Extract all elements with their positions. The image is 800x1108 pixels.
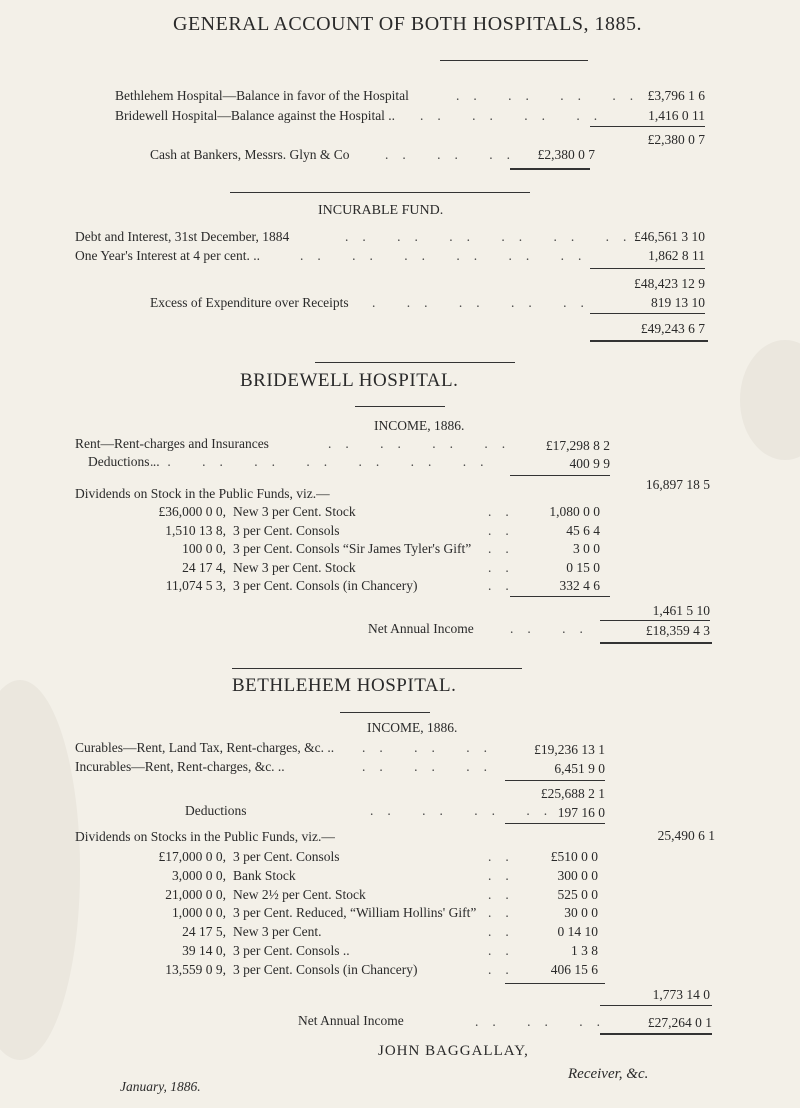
- leader-dots: .. .. ..: [362, 759, 501, 774]
- debt-amount: £46,561 3 10: [634, 229, 705, 244]
- sum-rule: [590, 268, 705, 269]
- bethlehem-heading: BETHLEHEM HOSPITAL.: [232, 675, 457, 696]
- dividend-amount: 45 6 4: [566, 522, 600, 538]
- bridewell-net-amount: £18,359 4 3: [645, 623, 710, 638]
- bridewell-balance-label: Bridewell Hospital—Balance against the Hospital ..: [115, 108, 396, 123]
- leader-dots: .. .. .. .. .. .. ..: [150, 454, 498, 469]
- dividend-stock: 11,074 5 3,: [165, 578, 226, 593]
- bethlehem-subtotal: £25,688 2 1: [540, 786, 605, 801]
- leader-dots: ..: [488, 961, 523, 977]
- dividend-stock: 24 17 5,: [182, 924, 226, 940]
- page-title: GENERAL ACCOUNT OF BOTH HOSPITALS, 1885.: [173, 13, 642, 35]
- leader-dots: .. .. .. ..: [328, 436, 520, 451]
- receiver-name: JOHN BAGGALLAY,: [378, 1043, 529, 1059]
- dividend-stock: 1,510 13 8,: [165, 522, 226, 538]
- dividend-amount: £510 0 0: [550, 849, 598, 864]
- dividend-stock: £36,000 0 0,: [158, 504, 226, 519]
- dividend-stock: 39 14 0,: [182, 943, 226, 958]
- sum-rule: [510, 596, 610, 597]
- dividend-stock: 100 0 0,: [182, 541, 226, 556]
- leader-dots: .. .. .. ..: [420, 108, 612, 123]
- bridewell-balance-amount: 1,416 0 11: [648, 108, 705, 123]
- dividend-description: New 3 per Cent.: [233, 924, 322, 940]
- dividend-stock: £17,000 0 0,: [158, 849, 226, 864]
- bethlehem-deductions-label: Deductions: [185, 803, 247, 818]
- bridewell-dividends-total: 1,461 5 10: [652, 603, 710, 618]
- incurable-subtotal: £48,423 12 9: [634, 276, 705, 291]
- receiver-role: Receiver, &c.: [568, 1066, 649, 1082]
- bridewell-deductions-label: Deductions ..: [88, 454, 160, 469]
- dividend-stock: 1,000 0 0,: [172, 905, 226, 921]
- double-rule: [600, 1033, 712, 1035]
- paper-stain: [740, 340, 800, 460]
- double-rule: [600, 642, 712, 644]
- bridewell-rent-net: 16,897 18 5: [645, 477, 710, 492]
- dividend-description: New 3 per Cent. Stock: [233, 504, 356, 519]
- dividend-stock: 24 17 4,: [182, 559, 226, 575]
- sum-rule: [590, 313, 705, 314]
- divider: [355, 406, 445, 407]
- excess-label: Excess of Expenditure over Receipts: [150, 295, 349, 310]
- bethlehem-dividends-label: Dividends on Stocks in the Public Funds, viz.—: [75, 829, 335, 844]
- dividend-description: 3 per Cent. Consols (in Chancery): [233, 961, 418, 977]
- curables-amount: £19,236 13 1: [534, 742, 605, 757]
- dividend-description: 3 per Cent. Consols (in Chancery): [233, 578, 418, 593]
- bethlehem-balance-amount: £3,796 1 6: [647, 88, 705, 103]
- bethlehem-dividends-total: 1,773 14 0: [652, 987, 710, 1002]
- leader-dots: ..: [488, 849, 523, 864]
- leader-dots: ..: [488, 578, 523, 593]
- paper-stain: [0, 680, 80, 1060]
- excess-amount: 819 13 10: [651, 295, 705, 310]
- leader-dots: .. .. .. ..: [456, 88, 648, 103]
- bridewell-subheading: INCOME, 1886.: [374, 418, 465, 433]
- dividend-amount: 525 0 0: [557, 886, 598, 902]
- divider: [440, 60, 588, 61]
- dividend-amount: 1 3 8: [571, 943, 598, 958]
- leader-dots: ..: [488, 924, 523, 940]
- sum-rule: [505, 983, 605, 984]
- dividend-amount: 300 0 0: [557, 867, 598, 883]
- section-divider: [232, 668, 522, 669]
- dividend-description: 3 per Cent. Consols: [233, 849, 340, 864]
- leader-dots: ..: [488, 886, 523, 902]
- double-rule: [510, 168, 590, 170]
- leader-dots: ..: [488, 504, 523, 519]
- cash-amount: £2,380 0 7: [537, 147, 595, 162]
- leader-dots: .. .. .. .. .. ..: [300, 248, 596, 263]
- sum-rule: [505, 823, 605, 824]
- bridewell-rent-label: Rent—Rent-charges and Insurances: [75, 436, 269, 451]
- dividend-amount: 1,080 0 0: [549, 504, 600, 519]
- interest-amount: 1,862 8 11: [648, 248, 705, 263]
- incurable-total: £49,243 6 7: [640, 321, 705, 336]
- leader-dots: .. .. ..: [385, 147, 524, 162]
- dividend-description: Bank Stock: [233, 867, 296, 883]
- leader-dots: .. ..: [510, 621, 597, 636]
- dividend-description: 3 per Cent. Consols “Sir James Tyler's Gift”: [233, 541, 472, 556]
- bethlehem-balance-label: Bethlehem Hospital—Balance in favor of the Hospital: [115, 88, 409, 103]
- bridewell-dividends-label: Dividends on Stock in the Public Funds, viz.—: [75, 486, 330, 501]
- section-divider: [315, 362, 515, 363]
- sum-rule: [600, 1005, 712, 1006]
- document-date: January, 1886.: [120, 1079, 201, 1094]
- sum-rule: [590, 126, 705, 127]
- leader-dots: .. .. ..: [362, 740, 501, 755]
- bridewell-deductions-amount: 400 9 9: [569, 456, 610, 471]
- dividend-amount: 0 15 0: [566, 559, 600, 575]
- dividend-amount: 0 14 10: [557, 924, 598, 940]
- leader-dots: ..: [488, 522, 523, 538]
- dividend-stock: 3,000 0 0,: [172, 867, 226, 883]
- dividend-amount: 3 0 0: [573, 541, 600, 556]
- double-rule: [590, 340, 708, 342]
- bethlehem-net-amount: £27,264 0 1: [647, 1015, 712, 1030]
- incurables-amount: 6,451 9 0: [554, 761, 605, 776]
- sum-rule: [505, 780, 605, 781]
- dividend-amount: 406 15 6: [550, 961, 598, 977]
- bethlehem-rent-net: 25,490 6 1: [657, 828, 715, 843]
- dividend-stock: 13,559 0 9,: [165, 961, 226, 977]
- bethlehem-deductions-amount: 197 16 0: [557, 805, 605, 820]
- section-divider: [230, 192, 530, 193]
- curables-label: Curables—Rent, Land Tax, Rent-charges, &c. ..: [75, 740, 335, 755]
- dividend-stock: 21,000 0 0,: [165, 886, 226, 902]
- bethlehem-net-label: Net Annual Income: [298, 1013, 404, 1028]
- leader-dots: ..: [488, 867, 523, 883]
- bridewell-net-label: Net Annual Income: [368, 621, 474, 636]
- leader-dots: . .. .. .. ..: [372, 295, 598, 310]
- dividend-description: 3 per Cent. Consols ..: [233, 943, 350, 958]
- cash-label: Cash at Bankers, Messrs. Glyn & Co: [150, 147, 350, 162]
- divider: [340, 712, 430, 713]
- dividend-description: New 3 per Cent. Stock: [233, 559, 356, 575]
- leader-dots: ..: [488, 541, 523, 556]
- leader-dots: .. .. .. ..: [370, 803, 562, 818]
- dividend-amount: 332 4 6: [559, 578, 600, 593]
- debt-label: Debt and Interest, 31st December, 1884: [75, 229, 290, 244]
- leader-dots: ..: [488, 905, 523, 921]
- dividend-description: 3 per Cent. Reduced, “William Hollins' Gift”: [233, 905, 477, 921]
- sum-rule: [600, 620, 710, 621]
- general-net-amount: £2,380 0 7: [647, 132, 705, 147]
- sum-rule: [510, 475, 610, 476]
- leader-dots: ..: [488, 559, 523, 575]
- leader-dots: .. .. ..: [475, 1014, 614, 1029]
- bridewell-heading: BRIDEWELL HOSPITAL.: [240, 370, 459, 391]
- leader-dots: .. .. .. .. .. ..: [345, 229, 641, 244]
- leader-dots: ..: [488, 943, 523, 958]
- dividend-description: New 2½ per Cent. Stock: [233, 886, 366, 902]
- dividend-description: 3 per Cent. Consols: [233, 522, 340, 538]
- interest-label: One Year's Interest at 4 per cent. ..: [75, 248, 260, 263]
- incurable-heading: INCURABLE FUND.: [318, 203, 444, 218]
- incurables-label: Incurables—Rent, Rent-charges, &c. ..: [75, 759, 285, 774]
- dividend-amount: 30 0 0: [564, 905, 598, 921]
- bridewell-rent-amount: £17,298 8 2: [545, 438, 610, 453]
- bethlehem-subheading: INCOME, 1886.: [367, 720, 458, 735]
